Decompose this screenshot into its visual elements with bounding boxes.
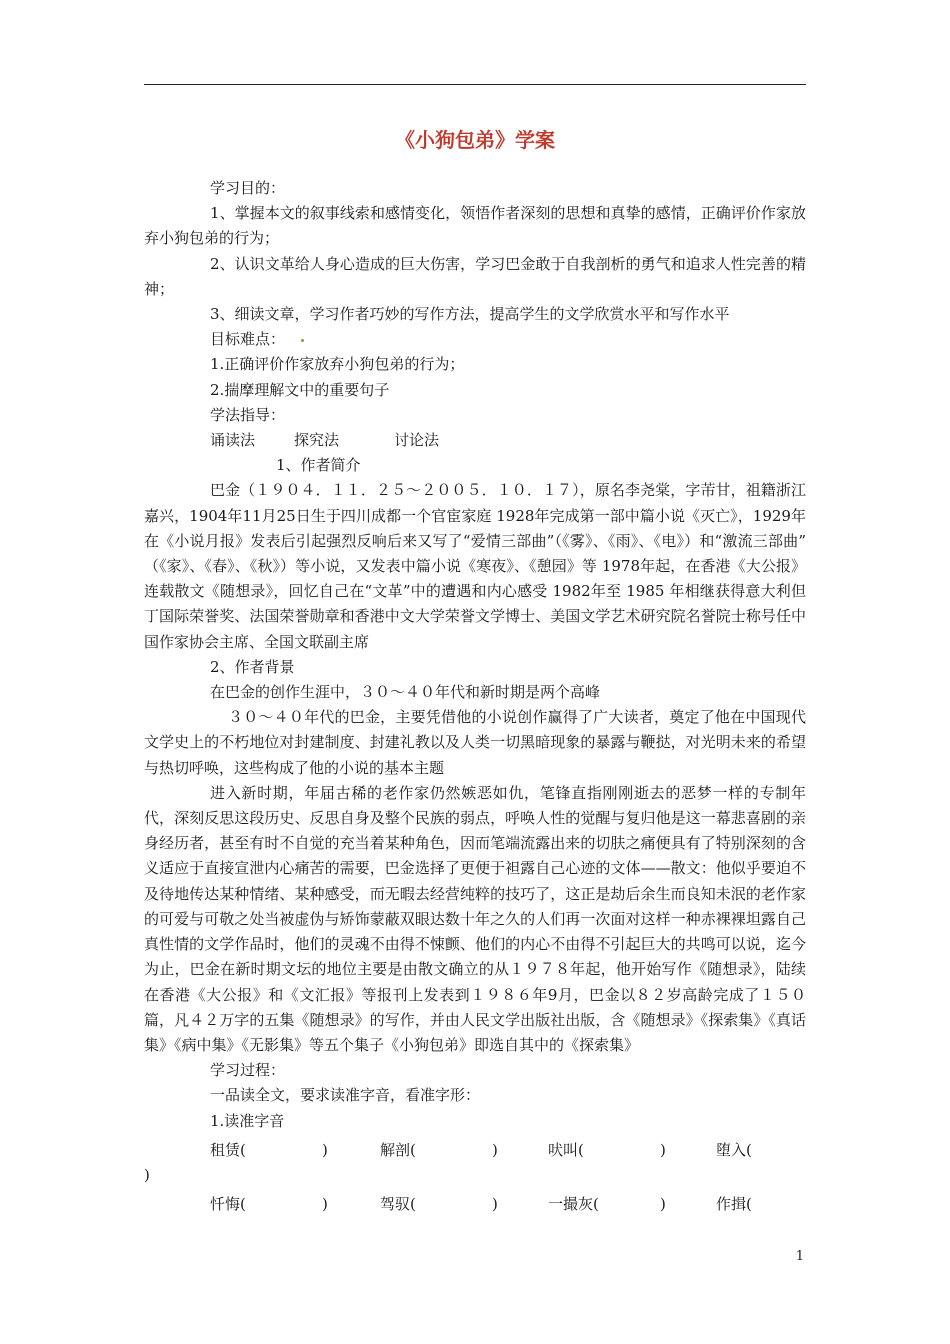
process-step: 一品读全文，要求读准字音，看准字形： xyxy=(210,1086,481,1105)
pronunciation-row xyxy=(144,1138,806,1163)
background-paragraph: 在巴金的创作生涯中，３０～４０年代和新时期是两个高峰 xyxy=(210,683,601,702)
pronunciation-blank-close: ) xyxy=(660,1140,666,1159)
pronunciation-row xyxy=(144,1192,806,1217)
methods-list xyxy=(144,428,806,453)
pronunciation-item: 吠叫( xyxy=(548,1140,584,1159)
method-item: 探究法 xyxy=(294,431,340,450)
pronunciation-item: 解剖( xyxy=(380,1140,416,1159)
difficulty-item: 2.揣摩理解文中的重要句子 xyxy=(210,380,390,399)
pronunciation-wrap: ) xyxy=(144,1165,150,1184)
pronunciation-item: 忏悔( xyxy=(210,1195,246,1214)
pronunciation-item: 作揖( xyxy=(716,1195,752,1214)
method-item: 讨论法 xyxy=(394,431,440,450)
stray-dot-mark xyxy=(301,339,304,342)
pronunciation-blank-close: ) xyxy=(660,1195,666,1214)
process-heading: 学习过程： xyxy=(210,1061,286,1080)
header-rule xyxy=(144,84,806,85)
objective-item: 1、掌握本文的叙事线索和感情变化，领悟作者深刻的思想和真挚的感情，正确评价作家放弃小狗包弟的行为； xyxy=(144,204,806,248)
process-substep: 1.读准字音 xyxy=(210,1111,285,1130)
author-intro-heading: 1、作者简介 xyxy=(276,456,361,475)
difficulty-item: 1.正确评价作家放弃小狗包弟的行为； xyxy=(210,355,465,374)
page-number: 1 xyxy=(795,1249,804,1264)
pronunciation-item: 堕入( xyxy=(716,1140,752,1159)
author-intro-text: 巴金（１９０４．１１．２５～２００５．１０．１７），原名李尧棠，字芾甘，祖籍浙江嘉兴，1904年11月25日生于四川成都一个官宦家庭 1928年完成第一部中篇小说《灭亡》，1929年在《小说月报》发表后引起强烈反响后来又写了“爱情三部曲”（《雾》、《雨》、《电》）和“激流三部曲” （《家》、《春》、《秋》）等小说，又发表中篇小说《寒夜》、《憩园》等 1978年起，在香港《大公报》连载散文《随想录》，回忆自己在“文革”中的遭遇和内心感受 1982年至 1985 年相继获得意大利但丁国际荣誉奖、法国荣誉勋章和香港中文大学荣誉文学博士、美国文学艺术研究院名誉院士称号任中国作家协会主席、全国文联副主席 xyxy=(144,481,806,651)
difficulties-heading: 目标难点： xyxy=(144,327,806,352)
objective-item: 3、细读文章，学习作者巧妙的写作方法，提高学生的文学欣赏水平和写作水平 xyxy=(210,305,730,324)
pronunciation-blank-close: ) xyxy=(492,1195,498,1214)
document-body xyxy=(144,176,806,1217)
author-background-heading: 2、作者背景 xyxy=(210,657,295,676)
methods-heading: 学法指导： xyxy=(210,405,286,424)
background-paragraph: ３０～４０年代的巴金，主要凭借他的小说创作赢得了广大读者，奠定了他在中国现代文学史上的不朽地位对封建制度、封建礼教以及人类一切黑暗现象的暴露与鞭挞，对光明未来的希望与热切呼唤，这些构成了他的小说的基本主题 xyxy=(144,708,806,777)
background-paragraph: 进入新时期，年届古稀的老作家仍然嫉恶如仇，笔锋直指刚刚逝去的恶梦一样的专制年代，深刻反思这段历史、反思自身及整个民族的弱点，呼唤人性的觉醒与复归他是这一幕悲喜剧的亲身经历者，甚至有时不自觉的充当着某种角色，因而笔端流露出来的切肤之痛便具有了特别深刻的含义适应于直接宣泄内心痛苦的需要，巴金选择了更便于袒露自己心迹的文体——散文：他似乎要迫不及待地传达某种情绪、某种感受，而无暇去经营纯粹的技巧了，这正是劫后余生而良知未泯的老作家的可爱与可敬之处当被虚伪与矫饰蒙蔽双眼达数十年之久的人们再一次面对这样一种赤裸裸坦露自己真性情的文学作品时，他们的灵魂不由得不悚颤、他们的内心不由得不引起巨大的共鸣可以说，迄今为止，巴金在新时期文坛的地位主要是由散文确立的从１９７８年起，他开始写作《随想录》，陆续在香港《大公报》和《文汇报》等报刊上发表到１９８６年9月，巴金以８２岁高龄完成了１５０篇，凡４２万字的五集《随想录》的写作，并由人民文学出版社出版，含《随想录》《探索集》《真话集》《病中集》《无影集》等五个集子《小狗包弟》即选自其中的《探索集》 xyxy=(144,783,806,1054)
pronunciation-blank-close: ) xyxy=(322,1195,328,1214)
objectives-heading: 学习目的： xyxy=(210,179,286,197)
page-title: 《小狗包弟》学案 xyxy=(395,128,555,152)
pronunciation-item: 租赁( xyxy=(210,1140,246,1159)
pronunciation-blank-close: ) xyxy=(492,1140,498,1159)
objective-item: 2、认识文革给人身心造成的巨大伤害，学习巴金敢于自我剖析的勇气和追求人性完善的精神； xyxy=(144,254,806,298)
pronunciation-blank-close: ) xyxy=(322,1140,328,1159)
pronunciation-item: 驾驭( xyxy=(380,1195,416,1214)
pronunciation-item: 一撮灰( xyxy=(548,1195,599,1214)
method-item: 诵读法 xyxy=(210,431,256,450)
